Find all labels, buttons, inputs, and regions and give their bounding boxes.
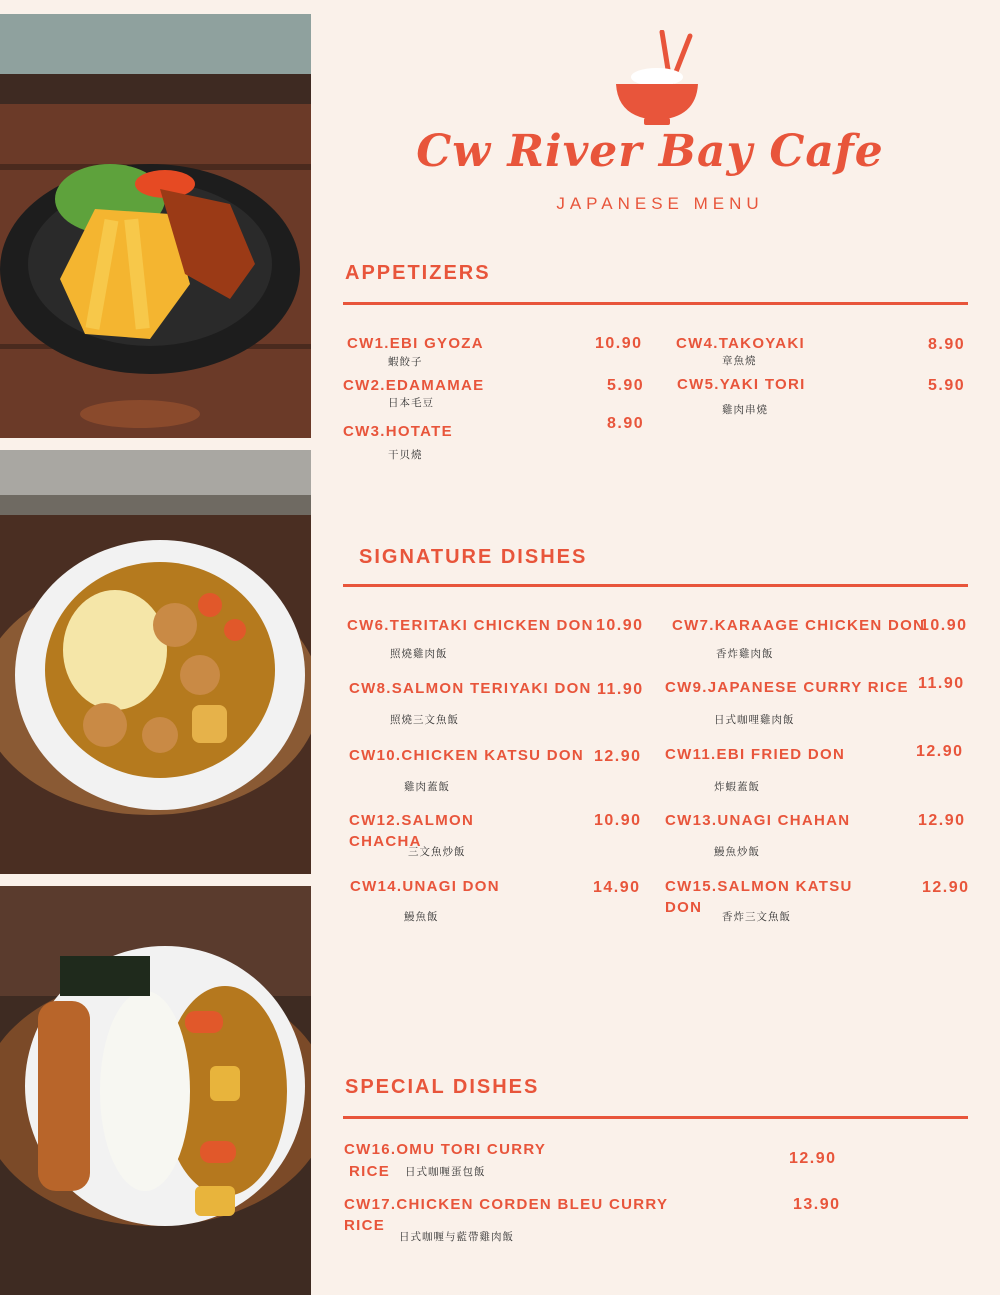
menu-item-name: CW1.EBI GYOZA bbox=[347, 335, 484, 352]
menu-item-chinese-name: 干贝燒 bbox=[388, 449, 423, 461]
menu-item-price: 12.90 bbox=[918, 812, 966, 829]
menu-item-price: 12.90 bbox=[916, 743, 964, 760]
menu-item-name: CW14.UNAGI DON bbox=[350, 878, 500, 895]
curry-chicken-plate-photo bbox=[0, 450, 311, 874]
menu-item-name: CW4.TAKOYAKI bbox=[676, 335, 805, 352]
menu-item-name-continued: RICE bbox=[349, 1163, 391, 1180]
menu-item-chinese-name: 照燒雞肉飯 bbox=[390, 648, 448, 660]
menu-item-chinese-name: 日式咖喱蛋包飯 bbox=[405, 1166, 486, 1178]
section-divider bbox=[343, 584, 968, 587]
menu-item-price: 10.90 bbox=[596, 617, 644, 634]
section-divider bbox=[343, 302, 968, 305]
menu-item-name: CW13.UNAGI CHAHAN bbox=[665, 812, 851, 829]
menu-item-chinese-name: 日式咖喱与藍帶雞肉飯 bbox=[399, 1231, 514, 1243]
rice-bowl-photo bbox=[0, 14, 311, 438]
section-divider bbox=[343, 1116, 968, 1119]
menu-item-name: CW3.HOTATE bbox=[343, 423, 453, 440]
section-title-special-dishes: SPECIAL DISHES bbox=[345, 1076, 540, 1098]
menu-item-chinese-name: 鰻魚飯 bbox=[404, 911, 439, 923]
menu-item-price: 11.90 bbox=[918, 675, 965, 692]
menu-item-name: CW6.TERITAKI CHICKEN DON bbox=[347, 617, 594, 634]
menu-item-price: 8.90 bbox=[607, 415, 645, 432]
menu-item-price: 8.90 bbox=[928, 336, 966, 353]
menu-item-name: CW12.SALMON bbox=[349, 812, 475, 829]
menu-item-chinese-name: 香炸雞肉飯 bbox=[716, 648, 774, 660]
menu-item-chinese-name: 日本毛豆 bbox=[388, 397, 434, 409]
section-title-signature-dishes: SIGNATURE DISHES bbox=[359, 546, 588, 568]
menu-item-name: CW15.SALMON KATSU bbox=[665, 878, 853, 895]
section-title-appetizers: APPETIZERS bbox=[345, 262, 491, 284]
menu-item-name-continued: DON bbox=[665, 899, 703, 916]
menu-item-chinese-name: 鰻魚炒飯 bbox=[714, 846, 760, 858]
menu-item-name: CW2.EDAMAMAE bbox=[343, 377, 485, 394]
menu-item-chinese-name: 雞肉串燒 bbox=[722, 404, 768, 416]
menu-item-chinese-name: 雞肉蓋飯 bbox=[404, 781, 450, 793]
menu-item-price: 12.90 bbox=[594, 748, 642, 765]
menu-item-chinese-name: 蝦餃子 bbox=[388, 356, 423, 368]
menu-item-chinese-name: 三文魚炒飯 bbox=[408, 846, 466, 858]
menu-item-chinese-name: 炸蝦蓋飯 bbox=[714, 781, 760, 793]
menu-item-name: CW5.YAKI TORI bbox=[677, 376, 806, 393]
menu-item-chinese-name: 照燒三文魚飯 bbox=[390, 714, 459, 726]
menu-item-name-continued: CHACHA bbox=[349, 833, 422, 850]
menu-item-price: 12.90 bbox=[922, 879, 970, 896]
rice-bowl-chopsticks-icon bbox=[612, 30, 702, 134]
menu-item-name: CW7.KARAAGE CHICKEN DON bbox=[672, 617, 926, 634]
menu-item-price: 11.90 bbox=[597, 681, 644, 698]
menu-item-name-continued: RICE bbox=[344, 1217, 386, 1234]
menu-item-price: 5.90 bbox=[928, 377, 966, 394]
menu-item-price: 5.90 bbox=[607, 377, 645, 394]
menu-item-chinese-name: 章魚燒 bbox=[722, 355, 757, 367]
menu-item-price: 10.90 bbox=[595, 335, 643, 352]
menu-item-price: 10.90 bbox=[594, 812, 642, 829]
menu-item-name: CW9.JAPANESE CURRY RICE bbox=[665, 679, 909, 696]
menu-item-name: CW11.EBI FRIED DON bbox=[665, 746, 846, 763]
menu-item-name: CW16.OMU TORI CURRY bbox=[344, 1141, 547, 1158]
menu-item-price: 14.90 bbox=[593, 879, 641, 896]
menu-item-name: CW10.CHICKEN KATSU DON bbox=[349, 747, 584, 764]
katsu-curry-plate-photo bbox=[0, 886, 311, 1295]
menu-item-price: 13.90 bbox=[793, 1196, 841, 1213]
menu-item-price: 10.90 bbox=[920, 617, 968, 634]
menu-item-name: CW8.SALMON TERIYAKI DON bbox=[349, 680, 592, 697]
cafe-name: Cw River Bay Cafe bbox=[416, 126, 884, 177]
menu-item-price: 12.90 bbox=[789, 1150, 837, 1167]
menu-item-name: CW17.CHICKEN CORDEN BLEU CURRY bbox=[344, 1196, 669, 1213]
menu-item-chinese-name: 香炸三文魚飯 bbox=[722, 911, 791, 923]
menu-subtitle: JAPANESE MENU bbox=[556, 194, 764, 213]
menu-item-chinese-name: 日式咖哩雞肉飯 bbox=[714, 714, 795, 726]
